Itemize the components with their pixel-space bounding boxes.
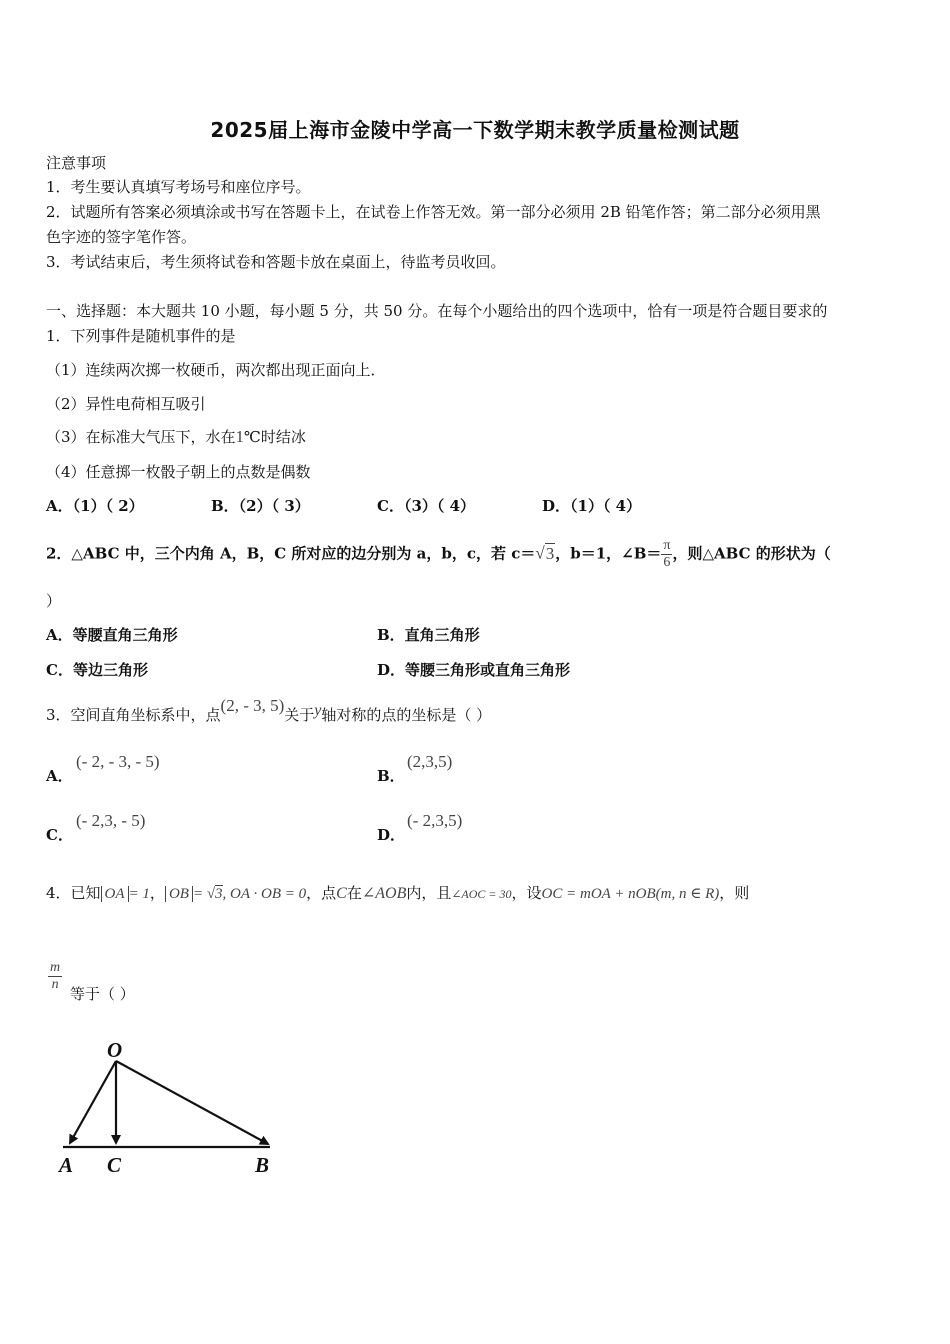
q4-stem-a: 4．已知	[46, 884, 101, 902]
notice-heading: 注意事项	[46, 154, 107, 172]
q1-stem: 1．下列事件是随机事件的是	[46, 327, 236, 345]
q3-stem-c: 轴对称的点的坐标是（ ）	[321, 706, 492, 724]
q1-item-4: （4）任意掷一枚骰子朝上的点数是偶数	[46, 463, 311, 481]
q1-item-3-text: （3）在标准大气压下，水在	[46, 428, 236, 446]
label-c: C	[107, 1153, 122, 1177]
q1-option-a[interactable]: A．（1）（ 2）	[46, 497, 144, 515]
q3-stem	[46, 696, 492, 727]
q2-angle-fraction: $\frac{\pi}{6}$	[663, 538, 671, 570]
q2-option-c[interactable]: C．等边三角形	[46, 661, 148, 679]
q1-item-3-end: ℃时结冰	[244, 428, 306, 446]
section-heading: 一、选择题：本大题共 10 小题，每小题 5 分，共 50 分。在每个小题给出的四个选项中，恰有一项是符合题目要求的	[46, 302, 828, 320]
q3-option-a[interactable]: (- 2, - 3, - 5)	[76, 752, 160, 771]
notice-item-1: 1．考生要认真填写考场号和座位序号。	[46, 178, 311, 196]
q1-item-1: （1）连续两次掷一枚硬币，两次都出现正面向上．	[46, 361, 386, 379]
q3-option-b-label[interactable]: B．	[377, 767, 405, 785]
q3-option-c[interactable]: (- 2,3, - 5)	[76, 811, 146, 830]
q2-option-a[interactable]: A．等腰直角三角形	[46, 626, 178, 644]
q3-option-a-label[interactable]: A．	[46, 767, 73, 785]
label-b: B	[255, 1153, 270, 1177]
q4-oa-abs: OA	[101, 886, 129, 902]
q4-stem-d: 内，且	[406, 884, 452, 902]
q4-comma1: ，	[149, 884, 165, 902]
q4-stem-g: 等于（ ）	[70, 985, 135, 1003]
q2-option-b[interactable]: B．直角三角形	[377, 626, 480, 644]
q4-angle: ∠AOB	[361, 885, 407, 902]
q4-stem: 4．已知 OA = 1， OB = √3, OA · OB = 0，点C在∠AOB内，且∠AOC = 30，设OC = mOA + nOB(m, n ∈ R)，则	[46, 884, 750, 902]
q4-vector-equation: OC = mOA + nOB(m, n ∈ R)	[541, 886, 720, 902]
q3-axis: y	[314, 702, 322, 719]
q2-stem-b: ，b＝1，∠B＝	[555, 544, 662, 563]
q1-option-d[interactable]: D．（1）（ 4）	[542, 497, 642, 515]
q4-eq2: =	[192, 886, 207, 902]
q4-ob-abs: OB	[165, 886, 193, 902]
q1-option-b[interactable]: B．（2）（ 3）	[211, 497, 310, 515]
label-o: O	[107, 1038, 123, 1062]
label-a: A	[59, 1153, 74, 1177]
q1-item-3-temp: 1	[235, 427, 245, 446]
q2-stem-a: 2．△ABC 中，三个内角 A，B，C 所对应的边分别为 a，b，c，若 c＝	[46, 544, 536, 563]
q4-stem-c: 在	[346, 884, 362, 902]
q1-item-2: （2）异性电荷相互吸引	[46, 395, 206, 413]
notice-item-3: 3．考试结束后，考生须将试卷和答题卡放在桌面上，待监考员收回。	[46, 253, 506, 271]
q2-option-d[interactable]: D．等腰三角形或直角三角形	[377, 661, 571, 679]
q2-stem-close: ）	[46, 592, 62, 610]
q4-stem-b: ，点	[306, 884, 337, 902]
q4-angle2: ∠AOC = 30	[451, 887, 512, 901]
q4-stem-f: ，则	[719, 884, 750, 902]
q3-point: (2, - 3, 5)	[220, 696, 285, 715]
q3-stem-b: 关于	[284, 706, 315, 724]
q2-stem	[46, 538, 831, 571]
vector-ob	[116, 1061, 268, 1144]
q1-option-c[interactable]: C．（3）（ 4）	[377, 497, 476, 515]
q4-stem-e: ，设	[511, 884, 542, 902]
q3-option-d-label[interactable]: D．	[377, 826, 406, 844]
page-title: 2025届上海市金陵中学高一下数学期末教学质量检测试题	[210, 118, 740, 142]
q3-option-b[interactable]: (2,3,5)	[407, 752, 453, 771]
q4-point-c: C	[336, 885, 347, 902]
vector-oa	[70, 1061, 116, 1143]
q4-triangle-figure	[55, 1035, 285, 1180]
q4-dot: , OA · OB = 0	[222, 886, 307, 902]
q2-stem-c: ，则△ABC 的形状为（	[672, 544, 831, 563]
q3-option-d[interactable]: (- 2,3,5)	[407, 811, 463, 830]
q1-item-3	[46, 426, 306, 448]
q3-option-c-label[interactable]: C．	[46, 826, 73, 844]
notice-item-2: 2．试题所有答案必须填涂或书写在答题卡上，在试卷上作答无效。第一部分必须用 2B 铅笔作答；第二部分必须用黑	[46, 203, 821, 221]
q2-sqrt: √3	[535, 543, 555, 563]
q4-sqrt3: 3	[215, 886, 223, 902]
q4-eq1: = 1	[128, 886, 150, 902]
notice-item-2-cont: 色字迹的签字笔作答。	[46, 228, 197, 246]
q4-fraction: $\frac{m}{n}$	[50, 960, 61, 992]
q3-stem-a: 3．空间直角坐标系中，点	[46, 706, 221, 724]
